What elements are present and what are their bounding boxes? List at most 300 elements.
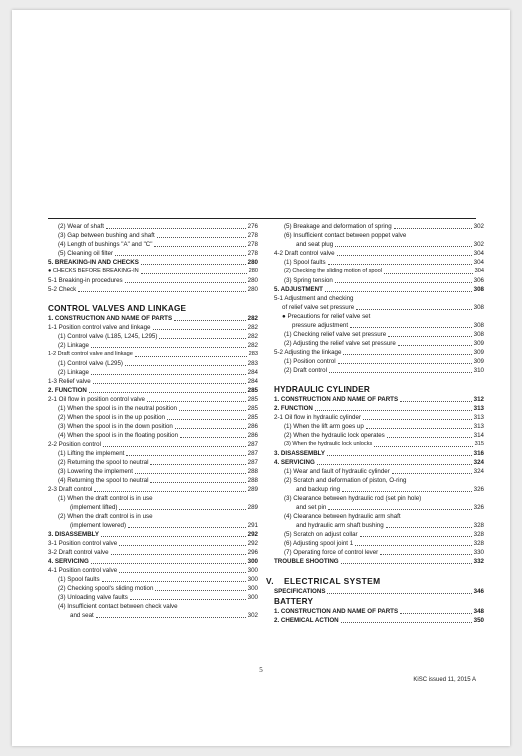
- toc-entry[interactable]: [48, 240, 258, 249]
- dot-leader: [327, 593, 471, 594]
- toc-entry[interactable]: [48, 476, 258, 485]
- toc-entry-title: of relief valve set pressure: [282, 304, 355, 311]
- toc-entry[interactable]: [48, 314, 258, 323]
- toc-entry-title: pressure adjustment: [292, 322, 349, 329]
- toc-entry[interactable]: [48, 584, 258, 593]
- dot-leader: [335, 246, 472, 247]
- dot-leader: [89, 392, 246, 393]
- toc-entry-page: 326: [473, 486, 484, 493]
- toc-entry[interactable]: [274, 285, 484, 294]
- toc-entry[interactable]: [48, 575, 258, 584]
- toc-entry-page: 348: [473, 608, 484, 615]
- toc-entry[interactable]: [274, 276, 484, 285]
- toc-entry[interactable]: [48, 368, 258, 377]
- toc-entry-title: TROUBLE SHOOTING: [274, 558, 339, 565]
- toc-entry-page: 332: [473, 558, 484, 565]
- toc-entry[interactable]: [48, 557, 258, 566]
- toc-entry-page: 282: [247, 315, 258, 322]
- page-number: 5: [259, 666, 263, 674]
- dot-leader: [315, 410, 472, 411]
- toc-entry-title: (3) Clearance between hydraulic rod (set pin hole): [284, 495, 422, 502]
- toc-entry-title: (2) Wear of shaft: [58, 223, 104, 230]
- dot-leader: [147, 401, 246, 402]
- toc-entry-title: (4) Returning the spool to neutral: [58, 477, 149, 484]
- dot-leader: [179, 410, 246, 411]
- spacer: [274, 566, 484, 575]
- toc-entry-page: 313: [473, 405, 484, 412]
- dot-leader: [387, 437, 472, 438]
- dot-leader: [328, 509, 471, 510]
- dot-leader: [159, 338, 245, 339]
- toc-entry[interactable]: [48, 422, 258, 431]
- toc-entry-title: (2) When the draft control is in use: [58, 513, 153, 520]
- toc-entry[interactable]: [48, 404, 258, 413]
- dot-leader: [96, 617, 246, 618]
- toc-entry-page: 285: [247, 405, 258, 412]
- toc-entry-page: 328: [473, 531, 484, 538]
- dot-leader: [325, 291, 472, 292]
- toc-entry-title: 2. FUNCTION: [48, 387, 87, 394]
- toc-entry[interactable]: [274, 231, 484, 240]
- dot-leader: [94, 491, 245, 492]
- toc-entry-title: (4) Clearance between hydraulic arm shaft: [284, 513, 401, 520]
- toc-entry-page: 324: [473, 468, 484, 475]
- toc-entry-page: 283: [248, 351, 258, 357]
- toc-entry-title: 2-1 Oil flow in position control valve: [48, 396, 145, 403]
- toc-entry-title: 5-2 Adjusting the linkage: [274, 349, 342, 356]
- toc-entry-title: (2) Adjusting the relief valve set pressure: [284, 340, 396, 347]
- dot-leader: [392, 473, 472, 474]
- toc-entry[interactable]: [48, 503, 258, 512]
- top-rule: [48, 218, 476, 219]
- toc-entry-page: 288: [247, 477, 258, 484]
- dot-leader: [135, 473, 246, 474]
- toc-left-column: [48, 222, 258, 620]
- dot-leader: [175, 428, 246, 429]
- toc-entry[interactable]: [48, 285, 258, 294]
- toc-entry[interactable]: [274, 548, 484, 557]
- toc-entry-title: ● Precautions for relief valve set: [282, 313, 371, 320]
- toc-entry[interactable]: [48, 440, 258, 449]
- toc-entry[interactable]: [48, 231, 258, 240]
- toc-entry[interactable]: [274, 467, 484, 476]
- dot-leader: [106, 228, 246, 229]
- dot-leader: [128, 527, 246, 528]
- dot-leader: [380, 554, 471, 555]
- toc-entry-title: 2. FUNCTION: [274, 405, 313, 412]
- dot-leader: [157, 237, 246, 238]
- toc-entry-page: 302: [473, 223, 484, 230]
- toc-entry-page: 350: [473, 617, 484, 624]
- toc-entry-title: 3-2 Draft control valve: [48, 549, 109, 556]
- toc-entry-title: (5) Scratch on adjust collar: [284, 531, 358, 538]
- toc-entry-page: 300: [247, 558, 258, 565]
- toc-entry-page: 292: [247, 540, 258, 547]
- document-page: [12, 10, 510, 746]
- toc-entry[interactable]: [48, 377, 258, 386]
- toc-entry-title: (3) Spring tension: [284, 277, 333, 284]
- toc-entry-title: 5-1 Adjustment and checking: [274, 295, 354, 302]
- toc-entry-title: (3) Lowering the implement: [58, 468, 133, 475]
- toc-entry-title: 5-1 Breaking-in procedures: [48, 277, 123, 284]
- toc-entry[interactable]: [48, 458, 258, 467]
- toc-entry-title: 3. DISASSEMBLY: [48, 531, 100, 538]
- toc-entry[interactable]: [274, 330, 484, 339]
- dot-leader: [150, 464, 245, 465]
- dot-leader: [328, 264, 472, 265]
- toc-entry-page: 312: [473, 396, 484, 403]
- dot-leader: [329, 372, 472, 373]
- toc-entry-page: 300: [247, 594, 258, 601]
- spacer: [48, 294, 258, 303]
- toc-entry-title: and set pin: [296, 504, 327, 511]
- dot-leader: [327, 455, 472, 456]
- toc-entry-title: (3) Gap between bushing and shaft: [58, 232, 155, 239]
- toc-entry[interactable]: [274, 557, 484, 566]
- dot-leader: [153, 329, 246, 330]
- toc-entry-page: 280: [247, 286, 258, 293]
- toc-entry-title: (implement lowered): [70, 522, 127, 529]
- toc-entry-title: 1-3 Relief valve: [48, 378, 91, 385]
- dot-leader: [91, 374, 246, 375]
- dot-leader: [141, 264, 246, 265]
- toc-entry[interactable]: [48, 386, 258, 395]
- toc-entry-title: (1) Lifting the implement: [58, 450, 125, 457]
- toc-entry-title: (2) Linkage: [58, 342, 89, 349]
- toc-entry-title: 1. CONSTRUCTION AND NAME OF PARTS: [48, 315, 173, 322]
- toc-entry[interactable]: [48, 258, 258, 267]
- toc-entry-page: 304: [474, 268, 484, 274]
- toc-entry-title: (1) Control valve (L295): [58, 360, 123, 367]
- toc-entry-page: 302: [473, 241, 484, 248]
- toc-entry-page: 326: [473, 504, 484, 511]
- toc-entry[interactable]: [274, 449, 484, 458]
- toc-entry-title: (5) Cleaning oil filter: [58, 250, 114, 257]
- toc-entry-page: 310: [473, 367, 484, 374]
- toc-entry-title: 1-2 Draft control valve and linkage: [48, 351, 133, 357]
- toc-entry[interactable]: [274, 485, 484, 494]
- dot-leader: [101, 536, 246, 537]
- toc-entry-page: 309: [473, 358, 484, 365]
- toc-entry-page: 304: [473, 259, 484, 266]
- toc-entry-page: 282: [247, 342, 258, 349]
- dot-leader: [111, 554, 246, 555]
- toc-entry-title: (1) Position control: [284, 358, 336, 365]
- chapter-number: V.: [266, 576, 274, 586]
- dot-leader: [363, 419, 472, 420]
- dot-leader: [338, 363, 472, 364]
- toc-entry[interactable]: [48, 350, 258, 359]
- toc-entry-page: 308: [473, 331, 484, 338]
- dot-leader: [119, 509, 245, 510]
- toc-entry[interactable]: [48, 539, 258, 548]
- toc-entry[interactable]: [274, 366, 484, 375]
- dot-leader: [374, 446, 472, 447]
- dot-leader: [78, 291, 245, 292]
- toc-entry[interactable]: [274, 395, 484, 404]
- toc-entry-page: 306: [473, 277, 484, 284]
- toc-entry-title: (1) When the lift arm goes up: [284, 423, 364, 430]
- toc-entry-page: 308: [473, 322, 484, 329]
- toc-entry-title: (6) Insufficient contact between poppet valve: [284, 232, 407, 239]
- dot-leader: [125, 282, 246, 283]
- dot-leader: [341, 563, 472, 564]
- toc-entry-page: 286: [247, 423, 258, 430]
- toc-entry[interactable]: [48, 249, 258, 258]
- chapter-title: ELECTRICAL SYSTEM: [284, 576, 381, 586]
- dot-leader: [384, 273, 473, 274]
- toc-entry-title: (1) When the draft control is in use: [58, 495, 153, 502]
- toc-entry-title: (1) Spool faults: [284, 259, 326, 266]
- toc-entry[interactable]: [274, 587, 484, 596]
- toc-entry-page: 309: [473, 349, 484, 356]
- dot-leader: [400, 613, 472, 614]
- toc-entry-title: ● CHECKS BEFORE BREAKING-IN: [48, 268, 139, 274]
- dot-leader: [360, 536, 472, 537]
- toc-entry-title: (2) When the hydraulic lock operates: [284, 432, 385, 439]
- toc-entry[interactable]: [274, 512, 484, 521]
- toc-entry-page: 346: [473, 588, 484, 595]
- toc-entry-title: (2) Draft control: [284, 367, 327, 374]
- toc-entry-title: 1-1 Position control valve and linkage: [48, 324, 151, 331]
- toc-entry-title: (1) Spool faults: [58, 576, 100, 583]
- toc-entry-title: (4) When the spool is in the floating position: [58, 432, 179, 439]
- toc-entry-page: 289: [247, 486, 258, 493]
- dot-leader: [337, 255, 472, 256]
- toc-entry-title: 4-1 Position control valve: [48, 567, 118, 574]
- toc-entry-page: 287: [247, 459, 258, 466]
- toc-entry-page: 285: [247, 414, 258, 421]
- toc-entry-title: (implement lifted): [70, 504, 118, 511]
- toc-entry[interactable]: [274, 431, 484, 440]
- toc-entry-page: 276: [247, 223, 258, 230]
- dot-leader: [119, 545, 246, 546]
- toc-entry-title: (3) When the hydraulic lock unlocks: [284, 441, 373, 447]
- toc-entry[interactable]: [48, 566, 258, 575]
- dot-leader: [167, 419, 246, 420]
- toc-entry-title: 2-3 Draft control: [48, 486, 93, 493]
- toc-entry-title: (1) Control valve (L185, L245, L295): [58, 333, 158, 340]
- toc-entry-page: 330: [473, 549, 484, 556]
- toc-entry[interactable]: [48, 548, 258, 557]
- toc-entry-page: 300: [247, 585, 258, 592]
- toc-entry-page: 292: [247, 531, 258, 538]
- dot-leader: [398, 345, 472, 346]
- toc-entry-title: 2-2 Position control: [48, 441, 101, 448]
- dot-leader: [126, 455, 245, 456]
- toc-entry-title: (2) When the spool is in the up position: [58, 414, 165, 421]
- toc-entry-title: 2. CHEMICAL ACTION: [274, 617, 339, 624]
- toc-entry-page: 282: [247, 324, 258, 331]
- toc-entry[interactable]: [48, 332, 258, 341]
- toc-entry[interactable]: [274, 607, 484, 616]
- dot-leader: [317, 464, 472, 465]
- toc-entry-page: 315: [474, 441, 484, 447]
- toc-entry[interactable]: [48, 449, 258, 458]
- toc-entry-title: 3-1 Position control valve: [48, 540, 118, 547]
- toc-entry-page: 308: [473, 304, 484, 311]
- toc-entry[interactable]: [48, 431, 258, 440]
- toc-entry[interactable]: [274, 458, 484, 467]
- toc-entry-title: (1) Checking relief valve set pressure: [284, 331, 387, 338]
- toc-entry-title: (4) Length of bushings "A" and "C": [58, 241, 153, 248]
- toc-entry-page: 287: [247, 450, 258, 457]
- toc-entry[interactable]: [48, 323, 258, 332]
- toc-entry[interactable]: [48, 593, 258, 602]
- toc-entry[interactable]: [48, 494, 258, 503]
- toc-entry[interactable]: [48, 276, 258, 285]
- toc-entry[interactable]: [274, 321, 484, 330]
- toc-entry-page: 300: [247, 567, 258, 574]
- toc-entry-page: 328: [473, 522, 484, 529]
- toc-entry-title: 5. ADJUSTMENT: [274, 286, 323, 293]
- toc-entry-page: 288: [247, 468, 258, 475]
- toc-entry[interactable]: [48, 512, 258, 521]
- toc-entry-title: (6) Adjusting spool joint 1: [284, 540, 354, 547]
- toc-entry-title: (3) When the spool is in the down position: [58, 423, 173, 430]
- toc-entry-title: and seat plug: [296, 241, 334, 248]
- dot-leader: [366, 428, 472, 429]
- toc-entry-page: 278: [247, 250, 258, 257]
- toc-entry[interactable]: [274, 422, 484, 431]
- toc-entry-page: 314: [473, 432, 484, 439]
- toc-entry-page: 300: [247, 576, 258, 583]
- toc-entry-page: 291: [247, 522, 258, 529]
- toc-entry[interactable]: [48, 611, 258, 620]
- toc-entry[interactable]: [274, 521, 484, 530]
- toc-entry-title: 4-2 Draft control valve: [274, 250, 335, 257]
- dot-leader: [342, 491, 472, 492]
- dot-leader: [386, 527, 472, 528]
- toc-entry[interactable]: [274, 294, 484, 303]
- toc-entry-page: 283: [247, 360, 258, 367]
- toc-entry-title: 4. SERVICING: [274, 459, 315, 466]
- toc-entry[interactable]: [48, 521, 258, 530]
- dot-leader: [343, 354, 471, 355]
- dot-leader: [388, 336, 472, 337]
- toc-entry-title: 1. CONSTRUCTION AND NAME OF PARTS: [274, 396, 399, 403]
- toc-entry[interactable]: [274, 503, 484, 512]
- toc-entry[interactable]: [48, 485, 258, 494]
- toc-entry[interactable]: [48, 359, 258, 368]
- toc-entry-page: 308: [473, 286, 484, 293]
- toc-entry-page: 278: [247, 232, 258, 239]
- toc-entry-title: SPECIFICATIONS: [274, 588, 326, 595]
- toc-entry[interactable]: [274, 357, 484, 366]
- toc-entry[interactable]: [274, 258, 484, 267]
- toc-entry-title: and hydraulic arm shaft bushing: [296, 522, 384, 529]
- toc-entry-title: 5. BREAKING-IN AND CHECKS: [48, 259, 139, 266]
- toc-entry[interactable]: [274, 249, 484, 258]
- dot-leader: [335, 282, 472, 283]
- toc-entry[interactable]: [274, 413, 484, 422]
- toc-entry[interactable]: [274, 530, 484, 539]
- dot-leader: [394, 228, 472, 229]
- toc-entry[interactable]: [274, 222, 484, 231]
- toc-entry-title: 5-2 Check: [48, 286, 77, 293]
- dot-leader: [130, 599, 246, 600]
- toc-entry-page: 302: [247, 612, 258, 619]
- toc-entry[interactable]: [48, 267, 258, 276]
- toc-entry-title: (1) When the spool is in the neutral position: [58, 405, 178, 412]
- section-heading: HYDRAULIC CYLINDER: [274, 385, 370, 394]
- toc-entry-title: (4) Insufficient contact between check valve: [58, 603, 178, 610]
- toc-entry[interactable]: [48, 530, 258, 539]
- dot-leader: [91, 347, 246, 348]
- toc-entry[interactable]: [48, 395, 258, 404]
- toc-entry[interactable]: [274, 303, 484, 312]
- toc-entry-title: (2) Checking spool's sliding motion: [58, 585, 154, 592]
- chapter-heading: [266, 575, 484, 587]
- dot-leader: [180, 437, 246, 438]
- toc-entry[interactable]: [274, 440, 484, 449]
- toc-entry[interactable]: [274, 616, 484, 625]
- toc-entry-page: 324: [473, 459, 484, 466]
- toc-entry[interactable]: [48, 222, 258, 231]
- toc-right-column: [266, 222, 484, 625]
- toc-entry-page: 285: [247, 396, 258, 403]
- toc-entry-page: 313: [473, 423, 484, 430]
- spacer: [274, 375, 484, 384]
- dot-leader: [93, 383, 246, 384]
- toc-entry[interactable]: [48, 341, 258, 350]
- toc-entry-page: 313: [473, 414, 484, 421]
- toc-entry-page: 280: [247, 259, 258, 266]
- toc-entry-title: 2-1 Oil flow in hydraulic cylinder: [274, 414, 362, 421]
- toc-entry[interactable]: [274, 240, 484, 249]
- toc-entry[interactable]: [48, 467, 258, 476]
- dot-leader: [125, 365, 246, 366]
- toc-entry-title: (3) Unloading valve faults: [58, 594, 128, 601]
- dot-leader: [150, 482, 245, 483]
- toc-entry[interactable]: [274, 539, 484, 548]
- toc-entry-page: 285: [247, 387, 258, 394]
- toc-entry-page: 278: [247, 241, 258, 248]
- toc-entry-page: 284: [247, 378, 258, 385]
- toc-entry-page: 280: [247, 277, 258, 284]
- toc-entry[interactable]: [274, 476, 484, 485]
- dot-leader: [135, 356, 247, 357]
- toc-entry-title: (5) Breakage and deformation of spring: [284, 223, 392, 230]
- toc-entry-title: (2) Returning the spool to neutral: [58, 459, 149, 466]
- toc-entry-page: 296: [247, 549, 258, 556]
- toc-entry[interactable]: [274, 404, 484, 413]
- toc-entry-title: (7) Operating force of control lever: [284, 549, 379, 556]
- dot-leader: [115, 255, 246, 256]
- toc-entry-page: 280: [248, 268, 258, 274]
- toc-entry-title: and seat: [70, 612, 94, 619]
- toc-entry[interactable]: [274, 494, 484, 503]
- toc-entry-page: 304: [473, 250, 484, 257]
- toc-entry-page: 328: [473, 540, 484, 547]
- toc-entry[interactable]: [48, 602, 258, 611]
- toc-entry-title: and backup ring: [296, 486, 341, 493]
- dot-leader: [103, 446, 246, 447]
- dot-leader: [154, 246, 245, 247]
- toc-entry[interactable]: [48, 413, 258, 422]
- toc-entry[interactable]: [274, 267, 484, 276]
- dot-leader: [141, 273, 247, 274]
- dot-leader: [341, 622, 472, 623]
- toc-entry-title: 1. CONSTRUCTION AND NAME OF PARTS: [274, 608, 399, 615]
- toc-entry-page: 286: [247, 432, 258, 439]
- toc-entry[interactable]: [274, 348, 484, 357]
- toc-entry-title: (2) Checking the sliding motion of spool: [284, 268, 382, 274]
- toc-entry-title: 3. DISASSEMBLY: [274, 450, 326, 457]
- toc-entry[interactable]: [274, 312, 484, 321]
- toc-entry[interactable]: [274, 339, 484, 348]
- toc-entry-page: 309: [473, 340, 484, 347]
